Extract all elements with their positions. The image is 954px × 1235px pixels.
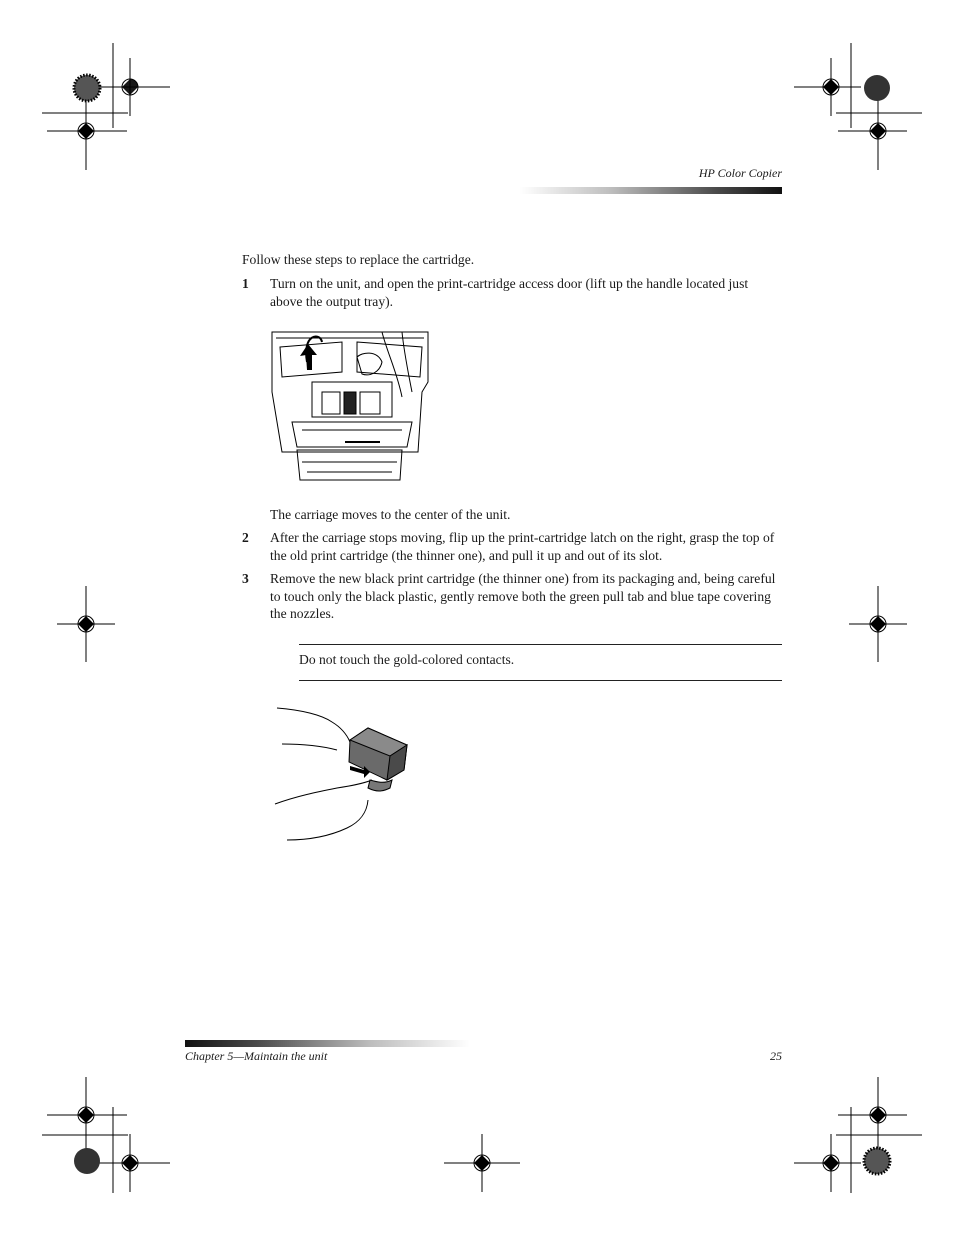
cartridge-tape-removal-illustration [272, 700, 417, 855]
step-number: 2 [242, 530, 249, 545]
step-text: Remove the new black print cartridge (the thinner one) from its packaging and, being careful to touch only the black plastic, gently remove both the green pull tab and blue tape covering the nozzles. [270, 571, 776, 621]
step-text: After the carriage stops moving, flip up the print-cartridge latch on the right, grasp the top of the old print cartridge (the thinner one), and pull it up and out of its slot. [270, 530, 775, 563]
intro-text: Follow these steps to replace the cartridge. [242, 252, 475, 267]
page-number: 25 [770, 1049, 782, 1063]
running-header: HP Color Copier [698, 166, 782, 180]
step-number: 3 [242, 571, 249, 586]
caution-rule-top [299, 644, 782, 645]
header-gradient-bar [520, 187, 782, 194]
footer-chapter-title: Chapter 5—Maintain the unit [185, 1049, 328, 1063]
carriage-note: The carriage moves to the center of the unit. [270, 507, 511, 522]
step-number: 1 [242, 276, 249, 291]
caution-rule-bottom [299, 680, 782, 681]
caution-text: Do not touch the gold-colored contacts. [299, 652, 515, 667]
footer-gradient-bar [185, 1040, 470, 1047]
copier-open-door-illustration [262, 322, 434, 486]
step-text: Turn on the unit, and open the print-cartridge access door (lift up the handle located just above the output tray). [270, 276, 749, 309]
